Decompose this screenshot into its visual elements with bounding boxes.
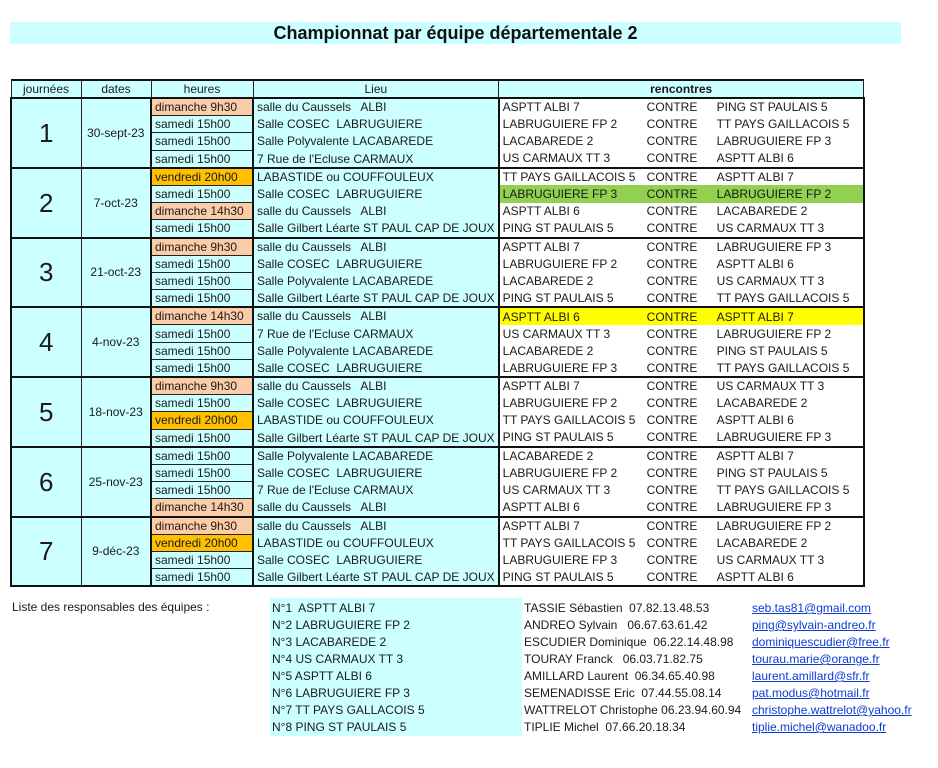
away-team: TT PAYS GAILLACOIS 5: [714, 482, 864, 499]
match-time: samedi 15h00: [151, 255, 253, 272]
match-row: [11, 517, 864, 535]
match-venue: LABASTIDE ou COUFFOULEUX: [253, 534, 499, 551]
match-venue: salle du Caussels ALBI: [253, 517, 499, 535]
responsable-email-link[interactable]: pat.modus@hotmail.fr: [752, 686, 870, 700]
match-time: dimanche 9h30: [151, 238, 253, 256]
versus-label: CONTRE: [644, 429, 714, 447]
responsable-contact: ANDREO Sylvain 06.67.63.61.42: [524, 618, 708, 632]
journee-date: 30-sept-23: [81, 98, 151, 168]
versus-label: CONTRE: [644, 133, 714, 150]
away-team: LABRUGUIERE FP 2: [714, 185, 864, 202]
page-title: Championnat par équipe départementale 2: [10, 22, 901, 44]
home-team: LABRUGUIERE FP 2: [499, 395, 644, 412]
away-team: US CARMAUX TT 3: [714, 272, 864, 289]
versus-label: CONTRE: [644, 551, 714, 568]
responsables-team-list: [272, 600, 425, 736]
home-team: LABRUGUIERE FP 2: [499, 464, 644, 481]
home-team: LABRUGUIERE FP 3: [499, 551, 644, 568]
responsable-team: N°3 LACABAREDE 2: [272, 635, 387, 649]
versus-label: CONTRE: [644, 150, 714, 168]
header-heures: heures: [151, 80, 253, 98]
match-time: samedi 15h00: [151, 551, 253, 568]
match-row: [11, 447, 864, 465]
match-venue: Salle Gilbert Léarte ST PAUL CAP DE JOUX: [253, 569, 499, 587]
versus-label: CONTRE: [644, 116, 714, 133]
responsable-team: N°1 ASPTT ALBI 7: [272, 601, 376, 615]
responsable-team: N°2 LABRUGUIERE FP 2: [272, 618, 410, 632]
journee-date: 18-nov-23: [81, 377, 151, 447]
home-team: LABRUGUIERE FP 2: [499, 255, 644, 272]
journee-date: 25-nov-23: [81, 447, 151, 517]
match-row: [11, 307, 864, 325]
away-team: LABRUGUIERE FP 3: [714, 499, 864, 517]
match-row: [11, 98, 864, 116]
versus-label: CONTRE: [644, 342, 714, 359]
away-team: TT PAYS GAILLACOIS 5: [714, 290, 864, 308]
home-team: LABRUGUIERE FP 3: [499, 185, 644, 202]
match-venue: Salle COSEC LABRUGUIERE: [253, 255, 499, 272]
header-row: [11, 80, 864, 98]
versus-label: CONTRE: [644, 168, 714, 186]
home-team: ASPTT ALBI 7: [499, 377, 644, 395]
journee-number: 3: [11, 238, 81, 308]
away-team: US CARMAUX TT 3: [714, 220, 864, 238]
match-time: samedi 15h00: [151, 116, 253, 133]
home-team: ASPTT ALBI 7: [499, 238, 644, 256]
versus-label: CONTRE: [644, 203, 714, 220]
home-team: TT PAYS GAILLACOIS 5: [499, 168, 644, 186]
home-team: LACABAREDE 2: [499, 272, 644, 289]
away-team: US CARMAUX TT 3: [714, 551, 864, 568]
responsable-contact: SEMENADISSE Eric 07.44.55.08.14: [524, 686, 722, 700]
away-team: ASPTT ALBI 6: [714, 412, 864, 429]
match-venue: Salle Polyvalente LACABAREDE: [253, 272, 499, 289]
away-team: PING ST PAULAIS 5: [714, 342, 864, 359]
match-venue: 7 Rue de l'Ecluse CARMAUX: [253, 325, 499, 342]
home-team: LACABAREDE 2: [499, 342, 644, 359]
responsable-email-link[interactable]: tiplie.michel@wanadoo.fr: [752, 720, 887, 734]
match-time: vendredi 20h00: [151, 168, 253, 186]
match-venue: salle du Caussels ALBI: [253, 98, 499, 116]
match-time: samedi 15h00: [151, 359, 253, 377]
home-team: LACABAREDE 2: [499, 447, 644, 465]
match-time: samedi 15h00: [151, 272, 253, 289]
match-venue: salle du Caussels ALBI: [253, 238, 499, 256]
match-venue: Salle COSEC LABRUGUIERE: [253, 551, 499, 568]
home-team: US CARMAUX TT 3: [499, 150, 644, 168]
match-row: [11, 377, 864, 395]
journee-date: 21-oct-23: [81, 238, 151, 308]
versus-label: CONTRE: [644, 255, 714, 272]
away-team: LABRUGUIERE FP 3: [714, 238, 864, 256]
away-team: LABRUGUIERE FP 2: [714, 325, 864, 342]
away-team: ASPTT ALBI 6: [714, 569, 864, 587]
versus-label: CONTRE: [644, 482, 714, 499]
match-venue: 7 Rue de l'Ecluse CARMAUX: [253, 150, 499, 168]
match-time: dimanche 14h30: [151, 307, 253, 325]
away-team: ASPTT ALBI 7: [714, 168, 864, 186]
away-team: ASPTT ALBI 6: [714, 150, 864, 168]
versus-label: CONTRE: [644, 98, 714, 116]
schedule-body: [11, 98, 864, 586]
responsable-contact: TOURAY Franck 06.03.71.82.75: [524, 652, 703, 666]
match-venue: Salle Gilbert Léarte ST PAUL CAP DE JOUX: [253, 429, 499, 447]
match-time: samedi 15h00: [151, 220, 253, 238]
match-row: [11, 238, 864, 256]
away-team: LABRUGUIERE FP 2: [714, 517, 864, 535]
match-time: dimanche 14h30: [151, 203, 253, 220]
match-time: samedi 15h00: [151, 569, 253, 587]
responsable-email-link[interactable]: tourau.marie@orange.fr: [752, 652, 880, 666]
match-venue: salle du Caussels ALBI: [253, 307, 499, 325]
match-time: dimanche 9h30: [151, 377, 253, 395]
versus-label: CONTRE: [644, 499, 714, 517]
match-time: dimanche 9h30: [151, 98, 253, 116]
away-team: LACABAREDE 2: [714, 534, 864, 551]
match-row: [11, 168, 864, 186]
match-venue: 7 Rue de l'Ecluse CARMAUX: [253, 482, 499, 499]
home-team: PING ST PAULAIS 5: [499, 429, 644, 447]
versus-label: CONTRE: [644, 534, 714, 551]
schedule-table: [10, 79, 865, 587]
match-venue: LABASTIDE ou COUFFOULEUX: [253, 168, 499, 186]
match-time: samedi 15h00: [151, 447, 253, 465]
responsables-contact-list: [524, 600, 741, 736]
home-team: ASPTT ALBI 6: [499, 307, 644, 325]
responsable-team: N°7 TT PAYS GALLACOIS 5: [272, 703, 425, 717]
journee-number: 4: [11, 307, 81, 377]
match-venue: Salle Gilbert Léarte ST PAUL CAP DE JOUX: [253, 290, 499, 308]
versus-label: CONTRE: [644, 395, 714, 412]
journee-number: 7: [11, 517, 81, 587]
away-team: ASPTT ALBI 6: [714, 255, 864, 272]
journee-date: 9-déc-23: [81, 517, 151, 587]
versus-label: CONTRE: [644, 238, 714, 256]
home-team: ASPTT ALBI 7: [499, 98, 644, 116]
away-team: LABRUGUIERE FP 3: [714, 429, 864, 447]
home-team: PING ST PAULAIS 5: [499, 220, 644, 238]
away-team: ASPTT ALBI 7: [714, 447, 864, 465]
match-venue: Salle Polyvalente LACABAREDE: [253, 447, 499, 465]
responsable-email-link[interactable]: dominiquescudier@free.fr: [752, 635, 890, 649]
header-rencontres: rencontres: [499, 80, 864, 98]
versus-label: CONTRE: [644, 517, 714, 535]
match-time: vendredi 20h00: [151, 534, 253, 551]
versus-label: CONTRE: [644, 359, 714, 377]
responsable-contact: AMILLARD Laurent 06.34.65.40.98: [524, 669, 715, 683]
header-dates: dates: [81, 80, 151, 98]
match-venue: Salle COSEC LABRUGUIERE: [253, 464, 499, 481]
journee-number: 1: [11, 98, 81, 168]
home-team: ASPTT ALBI 6: [499, 203, 644, 220]
match-time: samedi 15h00: [151, 325, 253, 342]
away-team: TT PAYS GAILLACOIS 5: [714, 116, 864, 133]
responsable-contact: TASSIE Sébastien 07.82.13.48.53: [524, 601, 710, 615]
home-team: LABRUGUIERE FP 3: [499, 359, 644, 377]
away-team: LABRUGUIERE FP 3: [714, 133, 864, 150]
header-journees: journées: [11, 80, 81, 98]
match-venue: Salle Gilbert Léarte ST PAUL CAP DE JOUX: [253, 220, 499, 238]
responsable-email-link[interactable]: ping@sylvain-andreo.fr: [752, 618, 876, 632]
match-venue: Salle Polyvalente LACABAREDE: [253, 133, 499, 150]
match-time: samedi 15h00: [151, 395, 253, 412]
responsable-email-link[interactable]: laurent.amillard@sfr.fr: [752, 669, 870, 683]
home-team: US CARMAUX TT 3: [499, 482, 644, 499]
match-time: samedi 15h00: [151, 482, 253, 499]
responsable-contact: TIPLIE Michel 07.66.20.18.34: [524, 720, 686, 734]
responsable-email-link[interactable]: christophe.wattrelot@yahoo.fr: [752, 703, 912, 717]
match-venue: Salle COSEC LABRUGUIERE: [253, 185, 499, 202]
match-time: samedi 15h00: [151, 464, 253, 481]
home-team: TT PAYS GAILLACOIS 5: [499, 412, 644, 429]
versus-label: CONTRE: [644, 220, 714, 238]
versus-label: CONTRE: [644, 464, 714, 481]
responsables-email-list: [752, 600, 912, 736]
match-venue: Salle COSEC LABRUGUIERE: [253, 359, 499, 377]
home-team: LACABAREDE 2: [499, 133, 644, 150]
away-team: LACABAREDE 2: [714, 395, 864, 412]
match-venue: Salle COSEC LABRUGUIERE: [253, 395, 499, 412]
journee-number: 6: [11, 447, 81, 517]
versus-label: CONTRE: [644, 377, 714, 395]
match-time: vendredi 20h00: [151, 412, 253, 429]
home-team: LABRUGUIERE FP 2: [499, 116, 644, 133]
responsable-team: N°8 PING ST PAULAIS 5: [272, 720, 407, 734]
match-venue: LABASTIDE ou COUFFOULEUX: [253, 412, 499, 429]
home-team: PING ST PAULAIS 5: [499, 569, 644, 587]
match-venue: salle du Caussels ALBI: [253, 203, 499, 220]
versus-label: CONTRE: [644, 272, 714, 289]
journee-date: 4-nov-23: [81, 307, 151, 377]
away-team: TT PAYS GAILLACOIS 5: [714, 359, 864, 377]
match-venue: salle du Caussels ALBI: [253, 499, 499, 517]
match-time: samedi 15h00: [151, 185, 253, 202]
away-team: PING ST PAULAIS 5: [714, 464, 864, 481]
journee-date: 7-oct-23: [81, 168, 151, 238]
journee-number: 2: [11, 168, 81, 238]
home-team: ASPTT ALBI 7: [499, 517, 644, 535]
journee-number: 5: [11, 377, 81, 447]
match-time: samedi 15h00: [151, 429, 253, 447]
match-time: samedi 15h00: [151, 342, 253, 359]
responsable-email-link[interactable]: seb.tas81@gmail.com: [752, 601, 871, 615]
match-time: samedi 15h00: [151, 290, 253, 308]
responsable-contact: WATTRELOT Christophe 06.23.94.60.94: [524, 703, 742, 717]
header-lieu: Lieu: [253, 80, 499, 98]
versus-label: CONTRE: [644, 290, 714, 308]
versus-label: CONTRE: [644, 569, 714, 587]
match-venue: Salle Polyvalente LACABAREDE: [253, 342, 499, 359]
away-team: ASPTT ALBI 7: [714, 307, 864, 325]
responsable-team: N°4 US CARMAUX TT 3: [272, 652, 404, 666]
responsables-label: Liste des responsables des équipes :: [12, 600, 210, 614]
versus-label: CONTRE: [644, 412, 714, 429]
versus-label: CONTRE: [644, 447, 714, 465]
match-time: dimanche 9h30: [151, 517, 253, 535]
home-team: PING ST PAULAIS 5: [499, 290, 644, 308]
match-venue: salle du Caussels ALBI: [253, 377, 499, 395]
match-time: dimanche 14h30: [151, 499, 253, 517]
away-team: PING ST PAULAIS 5: [714, 98, 864, 116]
home-team: ASPTT ALBI 6: [499, 499, 644, 517]
versus-label: CONTRE: [644, 307, 714, 325]
home-team: TT PAYS GAILLACOIS 5: [499, 534, 644, 551]
responsable-contact: ESCUDIER Dominique 06.22.14.48.98: [524, 635, 734, 649]
away-team: US CARMAUX TT 3: [714, 377, 864, 395]
match-venue: Salle COSEC LABRUGUIERE: [253, 116, 499, 133]
versus-label: CONTRE: [644, 185, 714, 202]
responsable-team: N°5 ASPTT ALBI 6: [272, 669, 372, 683]
responsable-team: N°6 LABRUGUIERE FP 3: [272, 686, 410, 700]
away-team: LACABAREDE 2: [714, 203, 864, 220]
match-time: samedi 15h00: [151, 133, 253, 150]
match-time: samedi 15h00: [151, 150, 253, 168]
versus-label: CONTRE: [644, 325, 714, 342]
home-team: US CARMAUX TT 3: [499, 325, 644, 342]
